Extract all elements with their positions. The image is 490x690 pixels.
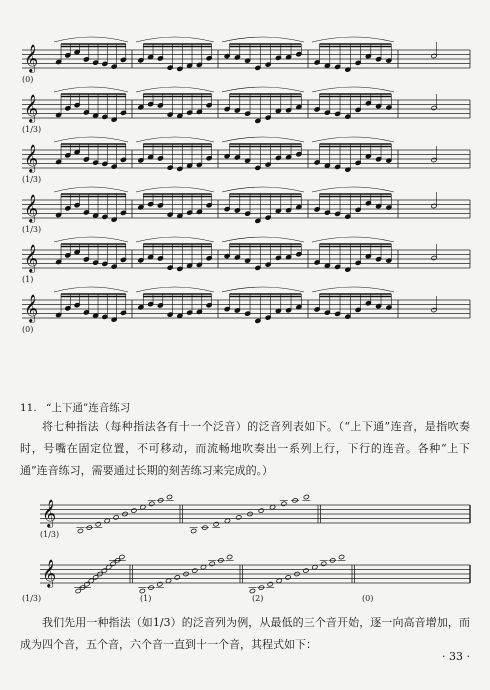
slur <box>136 87 214 92</box>
overtone-fingering-label: (1/3) <box>40 530 60 539</box>
slur <box>54 237 128 242</box>
note-head <box>139 588 145 593</box>
note-head <box>209 561 215 566</box>
note-head <box>338 554 344 559</box>
section-number: 11. <box>20 402 37 414</box>
slur <box>222 37 304 42</box>
treble-clef-icon: 𝄞 <box>42 559 57 587</box>
note-head <box>213 522 219 527</box>
slur <box>312 87 394 92</box>
treble-clef-icon: 𝄞 <box>24 294 39 322</box>
staff-fingering: (1/3) <box>22 175 42 184</box>
overtone-fingering-label: (1) <box>140 594 152 603</box>
note-head <box>95 522 101 527</box>
section-title: “上下通”连音练习 <box>46 402 131 414</box>
closing-paragraph: 我们先用一种指法（如1/3）的泛音列为例，从最低的三个音开始，逐一向高音增加，而成为四个音，五个音，六个音一直到十一个音，其程式如下： <box>20 616 470 651</box>
slur <box>136 287 214 292</box>
overtone-fingering-label: (2) <box>252 594 264 603</box>
overtone-fingering-label: (1/3) <box>22 594 42 603</box>
note-head <box>174 575 180 580</box>
slur <box>222 237 304 242</box>
note-head <box>321 561 327 566</box>
staff-fingering: (1/3) <box>22 125 42 134</box>
slur <box>222 187 304 192</box>
note-head <box>149 501 155 506</box>
slur <box>312 237 394 242</box>
treble-clef-icon: 𝄞 <box>42 499 57 527</box>
slur <box>136 137 214 142</box>
section-heading <box>20 400 130 415</box>
note-head <box>258 508 264 513</box>
staff-5 <box>22 287 470 324</box>
note-head <box>191 528 197 533</box>
slur <box>312 287 394 292</box>
staff-fingering: (1) <box>22 275 34 284</box>
overtone-fingering-label: (0) <box>362 594 374 603</box>
slur <box>136 37 214 42</box>
staff-3 <box>22 187 470 224</box>
note-head <box>157 582 163 587</box>
treble-clef-icon: 𝄞 <box>24 194 39 222</box>
note-head <box>227 554 233 559</box>
treble-clef-icon: 𝄞 <box>24 94 39 122</box>
slur <box>222 287 304 292</box>
slur <box>54 87 128 92</box>
slur <box>54 287 128 292</box>
staff-1 <box>22 87 470 124</box>
note-head <box>113 515 119 520</box>
slur <box>312 37 394 42</box>
treble-clef-icon: 𝄞 <box>24 44 39 72</box>
staff-sys1 <box>40 554 470 593</box>
staff-fingering: (0) <box>22 75 34 84</box>
slur <box>222 87 304 92</box>
note-head <box>77 528 83 533</box>
overtone-system <box>0 485 490 610</box>
note-head <box>166 494 172 499</box>
note-head <box>236 515 242 520</box>
staff-fingering: (0) <box>22 325 34 334</box>
staff-4 <box>22 237 470 273</box>
slur <box>136 187 214 192</box>
staff-sys0 <box>40 494 470 533</box>
treble-clef-icon: 𝄞 <box>24 144 39 172</box>
page-number: · 33 · <box>442 650 470 663</box>
note-head <box>249 588 255 593</box>
slur <box>54 137 128 142</box>
note-head <box>192 568 198 573</box>
staff-2 <box>22 137 470 173</box>
note-head <box>285 575 291 580</box>
slur <box>312 137 394 142</box>
note-head <box>267 582 273 587</box>
treble-clef-icon: 𝄞 <box>24 244 39 272</box>
slur <box>222 137 304 142</box>
note-head <box>303 568 309 573</box>
intro-paragraph: 将七种指法（每种指法各有十一个泛音）的泛音列表如下。（“上下通”连音，是指吹奏时，号嘴在固定位置，不可移动，而流畅地吹奏出一系列上行，下行的连音。各种“上下通”连音练习，需要通过长期的刻苦练习来完成的。） <box>20 420 470 477</box>
slur <box>54 187 128 192</box>
note-head <box>119 554 125 559</box>
staff-fingering: (1/3) <box>22 225 42 234</box>
staff-0 <box>22 37 470 73</box>
slur <box>312 187 394 192</box>
note-head <box>281 501 287 506</box>
note-head <box>131 508 137 513</box>
slur <box>54 37 128 42</box>
note-head <box>303 494 309 499</box>
slur <box>136 237 214 242</box>
